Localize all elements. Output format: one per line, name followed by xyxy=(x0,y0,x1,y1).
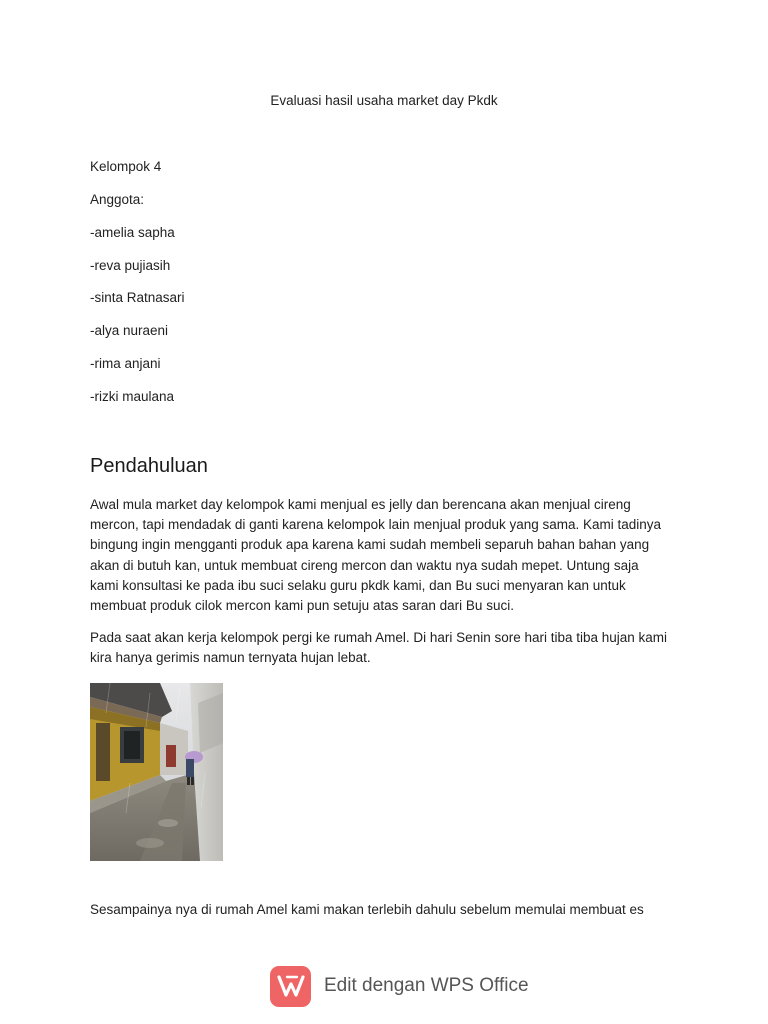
paragraph-line: Sesampainya nya di rumah Amel kami makan terlebih dahulu sebelum memulai membuat es xyxy=(90,902,644,917)
paragraph-line: Pada saat akan kerja kelompok pergi ke rumah Amel. Di hari Senin sore hari tiba tiba hujan kami xyxy=(90,630,668,645)
paragraph-intro xyxy=(90,495,690,616)
paragraph-arrival xyxy=(90,900,690,920)
paragraph-rain xyxy=(90,628,690,668)
document-title: Evaluasi hasil usaha market day Pkdk xyxy=(270,93,498,108)
paragraph-line: akan di butuh kan, untuk membuat cireng mercon dan waktu nya sudah mepet. Untung saja xyxy=(90,557,639,573)
paragraph-line: kira hanya gerimis namun ternyata hujan lebat. xyxy=(90,650,371,666)
wps-edit-banner[interactable] xyxy=(270,964,529,1008)
section-heading: Pendahuluan xyxy=(90,455,208,477)
rain-alley-photo xyxy=(90,683,223,861)
member-item: -reva pujiasih xyxy=(90,258,171,273)
member-item: -rizki maulana xyxy=(90,389,175,404)
member-item: -alya nuraeni xyxy=(90,323,169,338)
wps-logo-icon xyxy=(270,966,311,1007)
paragraph-line: bingung ingin mengganti produk apa karena kami sudah membeli separuh bahan bahan yang xyxy=(90,537,650,553)
paragraph-line: mercon, tapi mendadak di ganti karena kelompok lain menjual produk yang sama. Kami tadinya xyxy=(90,517,662,533)
member-item: -rima anjani xyxy=(90,356,161,371)
paragraph-line: kami konsultasi ke pada ibu suci selaku guru pkdk kami, dan Bu suci menyaran kan untuk xyxy=(90,577,626,593)
members-label: Anggota: xyxy=(90,192,145,207)
wps-edit-label[interactable]: Edit dengan WPS Office xyxy=(324,975,529,996)
group-name: Kelompok 4 xyxy=(90,159,162,174)
paragraph-line: membuat produk cilok mercon kami pun setuju atas saran dari Bu suci. xyxy=(90,598,514,614)
member-item: -amelia sapha xyxy=(90,225,175,240)
paragraph-line: Awal mula market day kelompok kami menjual es jelly dan berencana akan menjual cireng xyxy=(90,497,631,512)
member-item: -sinta Ratnasari xyxy=(90,290,185,305)
